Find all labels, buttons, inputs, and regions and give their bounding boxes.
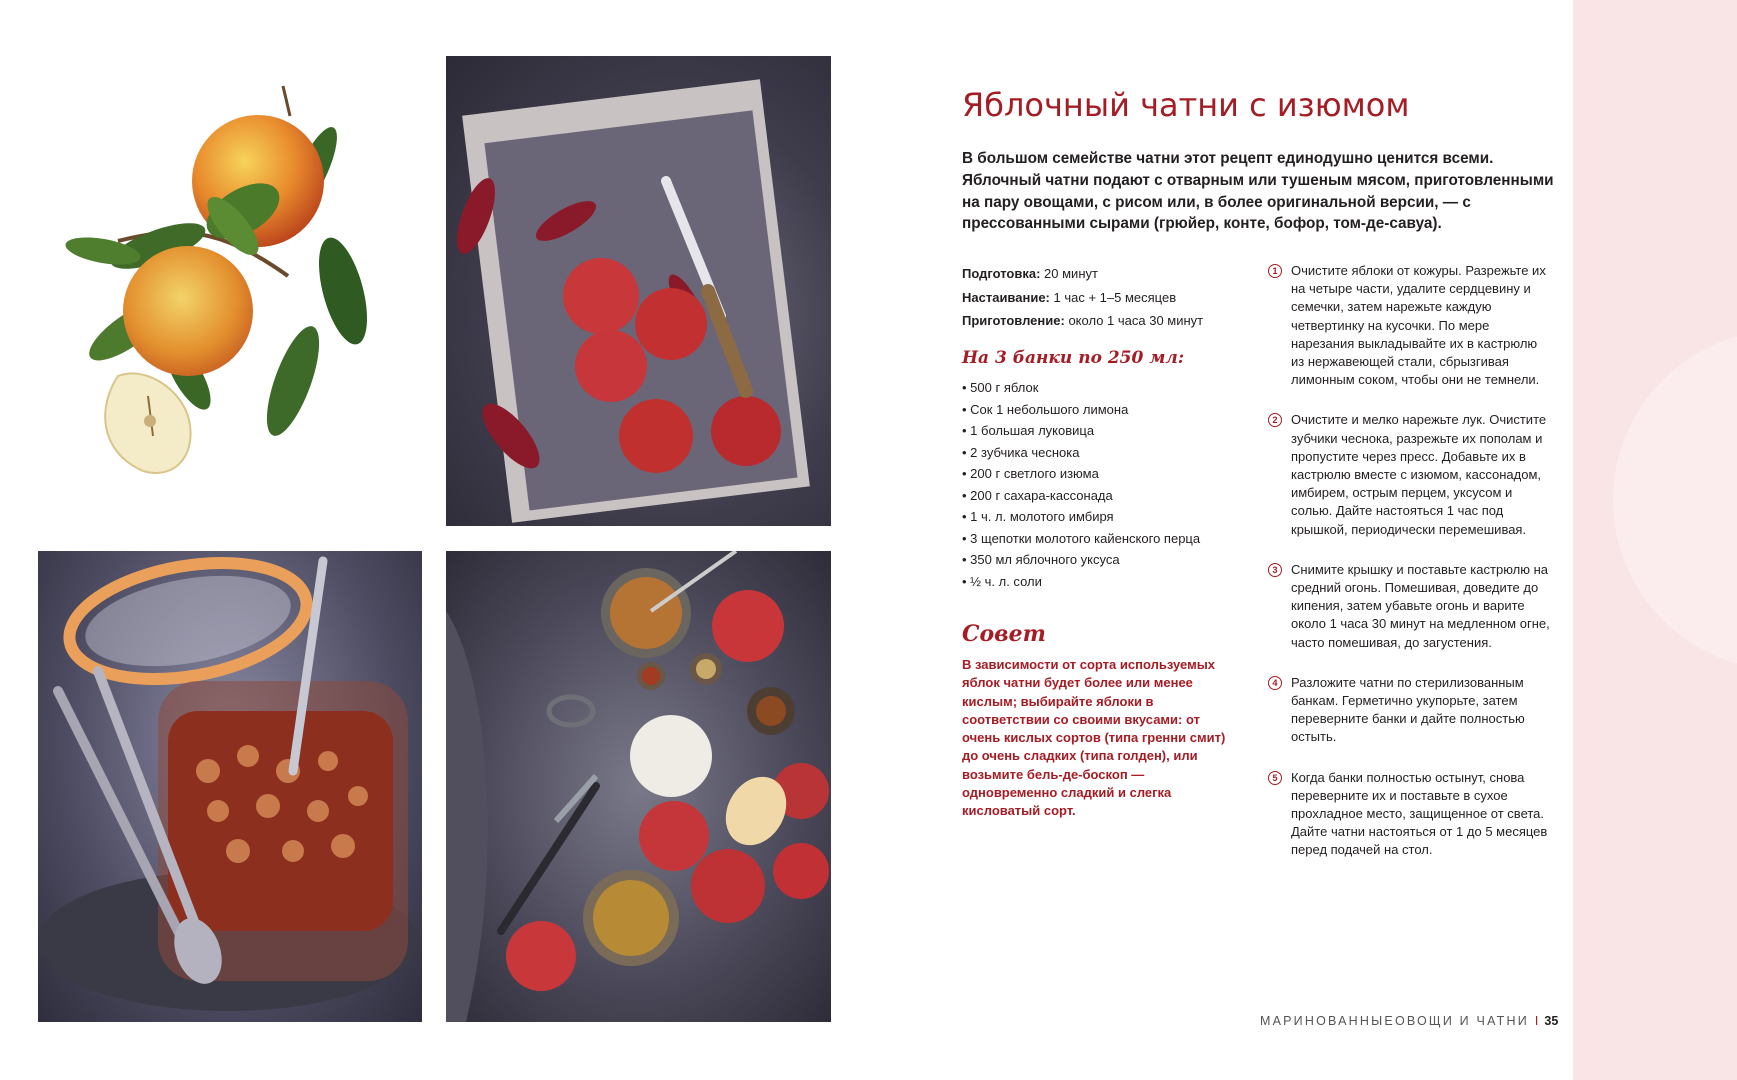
step-item xyxy=(1268,262,1550,389)
page-edge-strip xyxy=(1573,0,1737,1080)
step-text: Очистите яблоки от кожуры. Разрежьте их на четыре части, удалите сердцевину и семечки, затем нарежьте каждую четвертинку на кусочки. По мере нарезания выкладывайте их в кастрюлю из нержавеющей стали, сбрызгивая лимонным соком, чтобы они не темнели. xyxy=(1291,263,1546,388)
recipe-meta xyxy=(962,262,1203,333)
steps-list xyxy=(1268,262,1550,860)
step-item xyxy=(1268,411,1550,538)
meta-infusion xyxy=(962,286,1203,310)
step-number-badge: 2 xyxy=(1268,413,1282,427)
step-text: Когда банки полностью остынут, снова переверните их и поставьте в сухое прохладное место, защищенное от света. Дайте чатни настояться от 1 до 5 месяцев перед подачей на стол. xyxy=(1291,769,1548,858)
step-text: Снимите крышку и поставьте кастрюлю на средний огонь. Помешивая, доведите до кипения, затем убавьте огонь и варите около 1 часа 30 минут на медленном огне, часто помешивая, до загустения. xyxy=(1291,561,1550,650)
page-number: 35 xyxy=(1544,1014,1559,1028)
apples-in-crate-photo xyxy=(446,56,831,526)
ingredient-item: • 350 мл яблочного уксуса xyxy=(962,549,1200,571)
step-text: Разложите чатни по стерилизованным банкам. Герметично укупорьте, затем переверните банки и дайте полностью остыть. xyxy=(1291,674,1525,745)
step-text: Очистите и мелко нарежьте лук. Очистите зубчики чеснока, разрежьте их пополам и пропустите через пресс. Добавьте их в кастрюлю вместе с изюмом, кассонадом, имбирем, острым перцем, уксусом и солью. Дайте настояться 1 час под крышкой, периодически перемешивая. xyxy=(1291,412,1547,537)
recipe-title: Яблочный чатни с изюмом xyxy=(962,86,1410,124)
meta-cook xyxy=(962,309,1203,333)
ingredient-item: • 1 большая луковица xyxy=(962,420,1200,442)
page-footer xyxy=(1260,1014,1558,1028)
meta-infusion-value: 1 час + 1–5 месяцев xyxy=(1053,289,1177,305)
ingredient-item: • 500 г яблок xyxy=(962,377,1200,399)
step-number-badge: 4 xyxy=(1268,676,1282,690)
tip-heading: Совет xyxy=(962,621,1046,647)
chutney-jar-photo xyxy=(38,551,422,1022)
step-number-badge: 3 xyxy=(1268,563,1282,577)
meta-cook-value: около 1 часа 30 минут xyxy=(1068,313,1204,328)
step-item xyxy=(1268,674,1550,747)
yield-heading: На 3 банки по 250 мл: xyxy=(962,348,1185,368)
ingredients-photo xyxy=(446,551,831,1022)
footer-separator: I xyxy=(1534,1014,1539,1028)
ingredient-item: • 3 щепотки молотого кайенского перца xyxy=(962,528,1200,550)
step-number-badge: 5 xyxy=(1268,771,1282,785)
ingredient-item: • 1 ч. л. молотого имбиря xyxy=(962,506,1200,528)
decorative-circle xyxy=(1613,330,1737,670)
meta-infusion-label: Настаивание: xyxy=(962,289,1050,305)
step-item xyxy=(1268,561,1550,652)
meta-prep xyxy=(962,262,1203,286)
ingredient-item: • Сок 1 небольшого лимона xyxy=(962,399,1200,421)
apple-branch-illustration xyxy=(58,76,398,516)
meta-prep-value: 20 минут xyxy=(1044,266,1098,281)
ingredient-item: • 200 г светлого изюма xyxy=(962,463,1200,485)
tip-text: В зависимости от сорта используемых яблок чатни будет более или менее кислым; выбирайте яблоки в соответствии со своими вкусами: от очень кислых сортов (типа гренни смит) до очень сладких (типа голден), или возьмите бель-де-боскоп — одновременно сладкий и слегка кисловатый сорт. xyxy=(962,657,1226,819)
ingredient-item: • 200 г сахара-кассонада xyxy=(962,485,1200,507)
meta-prep-label: Подготовка: xyxy=(962,266,1041,281)
ingredients-list xyxy=(962,377,1200,592)
recipe-intro: В большом семействе чатни этот рецепт единодушно ценится всеми. Яблочный чатни подают с отварным или тушеным мясом, приготовленными на пару овощами, с рисом или, в более оригинальной версии, — с прессованными сырами (грюйер, конте, бофор, том-де-савуа). xyxy=(962,150,1554,233)
step-item xyxy=(1268,769,1550,860)
ingredient-item: • 2 зубчика чеснока xyxy=(962,442,1200,464)
footer-section-title: МАРИНОВАННЫЕОВОЩИ И ЧАТНИ xyxy=(1260,1014,1529,1028)
meta-cook-label: Приготовление: xyxy=(962,313,1065,328)
step-number-badge: 1 xyxy=(1268,264,1282,278)
ingredient-item: • ½ ч. л. соли xyxy=(962,571,1200,593)
